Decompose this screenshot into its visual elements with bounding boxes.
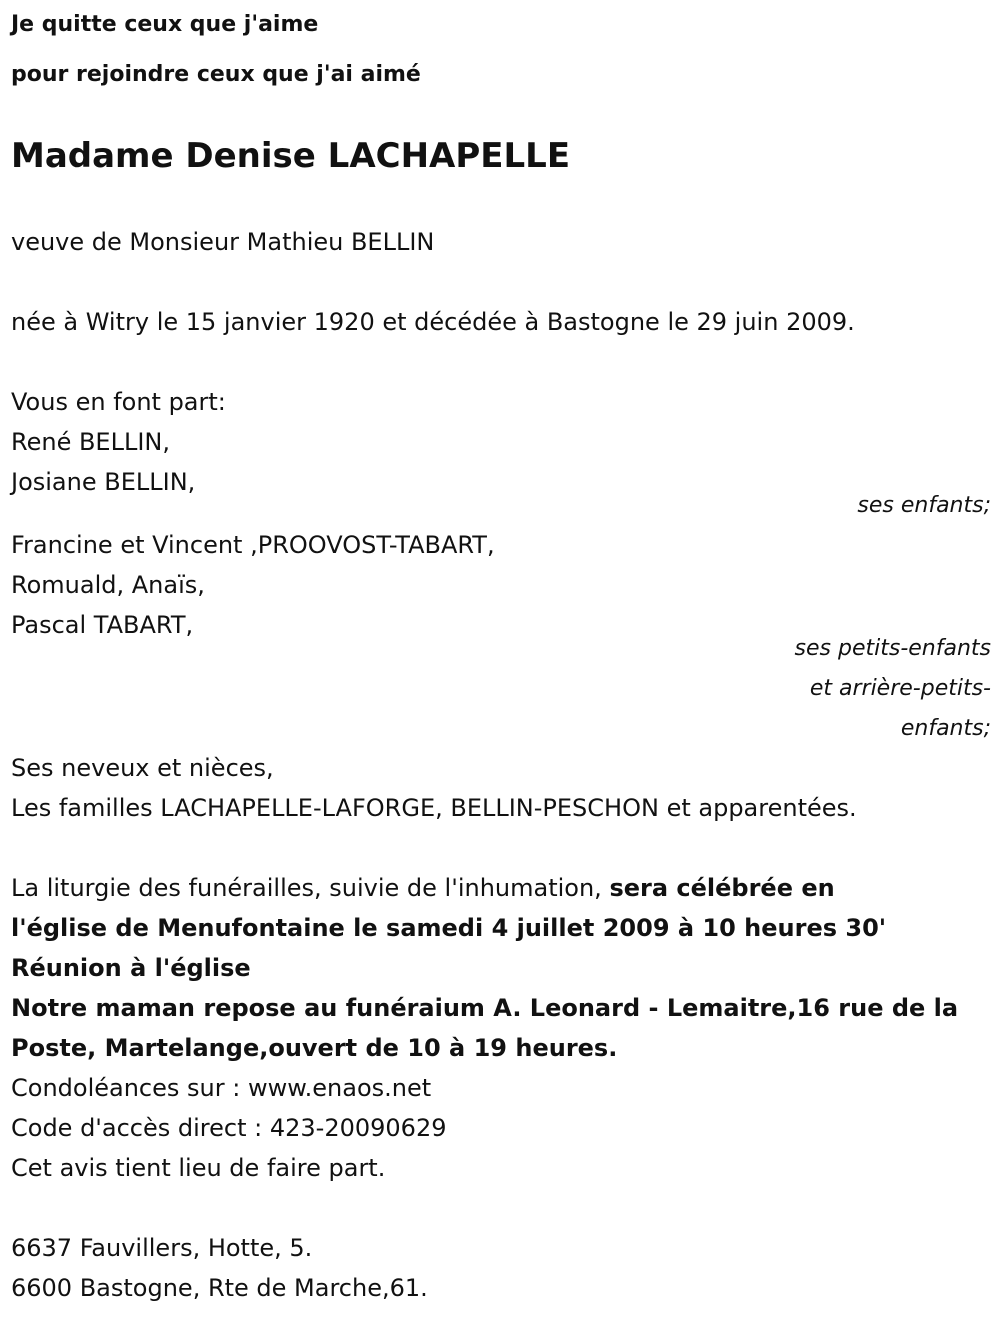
access-code-line: Code d'accès direct : 423-20090629: [11, 1114, 447, 1142]
address-line: 6600 Bastogne, Rte de Marche,61.: [11, 1274, 428, 1302]
funeral-intro-regular: La liturgie des funérailles, suivie de l'inhumation,: [11, 874, 610, 902]
spouse-line: veuve de Monsieur Mathieu BELLIN: [11, 228, 435, 256]
funeral-line-2: l'église de Menufontaine le samedi 4 juillet 2009 à 10 heures 30': [11, 914, 887, 942]
funeral-line-4: Notre maman repose au funéraium A. Leonard - Lemaitre,16 rue de la: [11, 994, 959, 1022]
families-line: Les familles LACHAPELLE-LAFORGE, BELLIN-PESCHON et apparentées.: [11, 794, 857, 822]
relatives-line: Ses neveux et nièces,: [11, 754, 274, 782]
dates-line: née à Witry le 15 janvier 1920 et décédée à Bastogne le 29 juin 2009.: [11, 308, 855, 336]
child-name: René BELLIN,: [11, 428, 170, 456]
address-line: 6637 Fauvillers, Hotte, 5.: [11, 1234, 313, 1262]
child-name: Josiane BELLIN,: [11, 468, 196, 496]
children-label: ses enfants;: [857, 493, 991, 518]
verse-line-2: pour rejoindre ceux que j'ai aimé: [11, 62, 421, 87]
verse-line-1: Je quitte ceux que j'aime: [11, 12, 319, 37]
grandchildren-label-line-1: ses petits-enfants: [794, 636, 991, 661]
notice-line: Cet avis tient lieu de faire part.: [11, 1154, 386, 1182]
funeral-line-1: [11, 873, 835, 903]
condolences-line: Condoléances sur : www.enaos.net: [11, 1074, 432, 1102]
funeral-line-3: Réunion à l'église: [11, 954, 251, 982]
funeral-intro-bold: sera célébrée en: [609, 874, 835, 902]
funeral-line-5: Poste, Martelange,ouvert de 10 à 19 heures.: [11, 1034, 618, 1062]
grandchildren-label-line-2: et arrière-petits-: [809, 676, 991, 701]
announcers-intro: Vous en font part:: [11, 388, 226, 416]
grandchild-name: Pascal TABART,: [11, 611, 194, 639]
grandchild-name: Francine et Vincent ,PROOVOST-TABART,: [11, 531, 495, 559]
grandchildren-label-line-3: enfants;: [900, 716, 991, 741]
deceased-name: Madame Denise LACHAPELLE: [11, 136, 571, 176]
grandchild-name: Romuald, Anaïs,: [11, 571, 205, 599]
